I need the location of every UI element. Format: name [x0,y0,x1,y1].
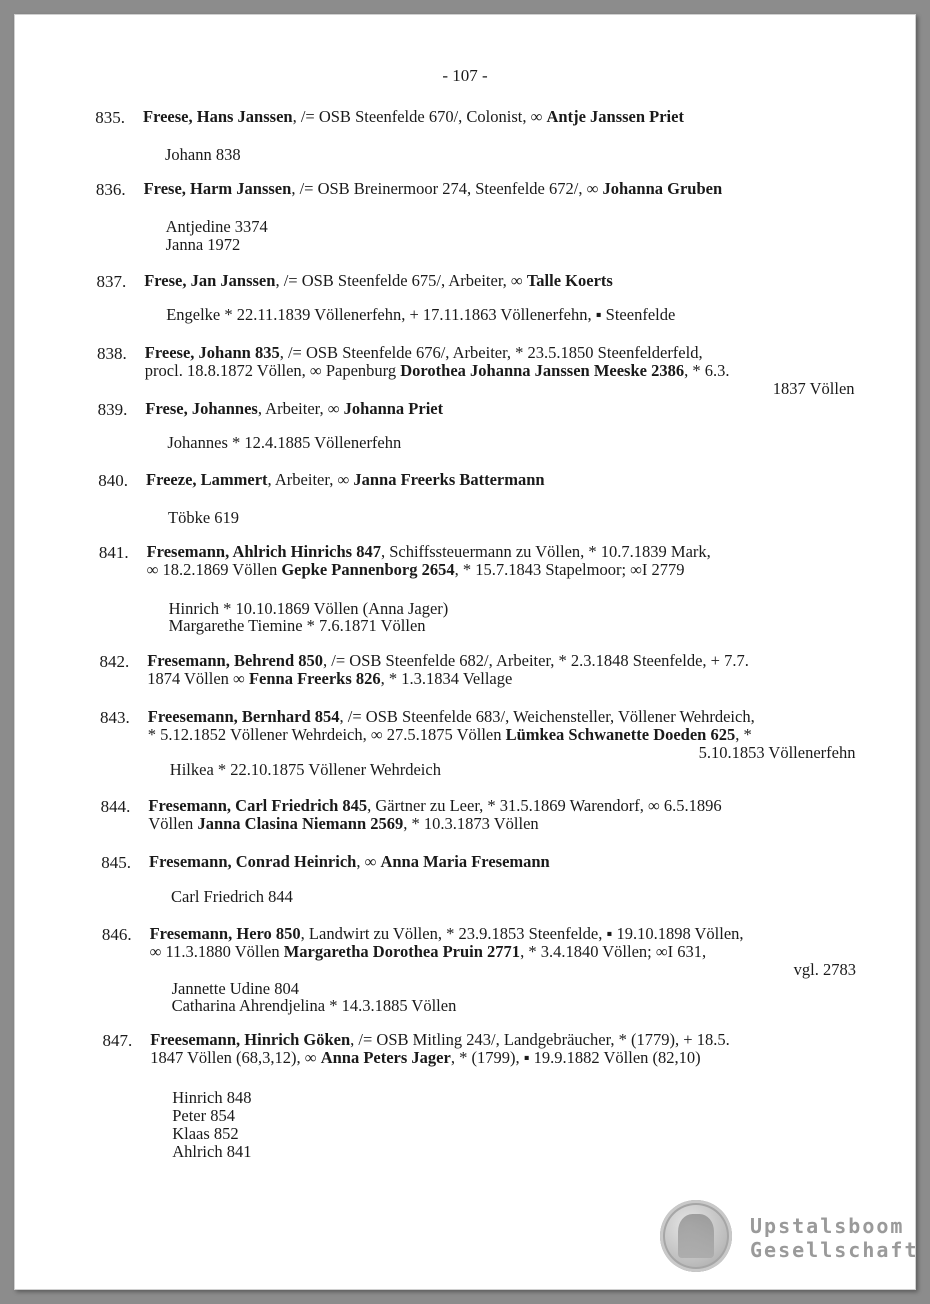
entry-text-line [146,471,545,489]
entry-text: Völlen [148,814,198,833]
entry-text: , Gärtner zu Leer, * 31.5.1869 Warendorf, ∞ 6.5.1896 [367,796,722,815]
person-name: Frese, Jan Janssen [144,271,276,290]
child-entry: Johann 838 [165,145,241,164]
entry-text: , /= OSB Steenfelde 683/, Weichensteller, Völlener Wehrdeich, [339,707,755,726]
entry-text: , ∞ [356,852,381,871]
entry-number: 845. [101,853,131,872]
entry-number: 840. [98,471,128,490]
entry-text: , * 6.3. [684,361,730,380]
entry-text-line [794,961,856,979]
entry-text: , /= OSB Steenfelde 670/, Colonist, ∞ [292,107,547,126]
person-name: Frese, Johannes [145,399,258,418]
entry-text: , Arbeiter, ∞ [257,399,344,418]
entry-number: 842. [99,652,130,671]
page-number: - 107 - [442,66,488,85]
entry-text: 1837 Völlen [772,379,855,398]
child-entry: Janna 1972 [165,235,241,254]
person-name: Johanna Gruben [602,179,723,198]
entry-text-line [150,1049,700,1067]
entry-number: 838. [97,344,127,363]
person-name: Janna Clasina Niemann 2569 [197,814,404,833]
person-name: Gepke Pannenborg 2654 [281,560,455,579]
entry-text-line [147,543,711,561]
person-name: Fresemann, Carl Friedrich 845 [148,796,368,815]
person-name: Freese, Hans Janssen [143,107,293,126]
person-name: Freeze, Lammert [146,470,268,489]
entry-number: 841. [98,543,129,562]
entry-text-line [147,670,512,688]
entry-text-line [150,925,744,943]
entry-text-line [150,1031,730,1049]
entry-number: 847. [102,1031,133,1050]
seal-icon [660,1200,732,1272]
entry-text-line [148,797,721,815]
entry-number: 836. [95,180,126,199]
entry-number: 835. [95,108,125,127]
entry-text-line [145,362,730,380]
person-name: Fresemann, Ahlrich Hinrichs 847 [146,542,381,561]
entry-text: , * 1.3.1834 Vellage [380,669,513,688]
entry-number: 843. [100,708,130,727]
person-name: Freese, Johann 835 [144,343,280,362]
entry-text-line [699,744,856,762]
child-entry: Töbke 619 [168,508,240,527]
person-name: Fenna Freerks 826 [248,669,381,688]
person-name: Anna Peters Jager [320,1048,451,1067]
entry-text-line [144,180,723,198]
logo-line-1: Upstalsboom [750,1214,905,1238]
entry-text: * 5.12.1852 Völlener Wehrdeich, ∞ 27.5.1875 Völlen [147,725,506,744]
entry-text-line [150,943,707,961]
person-name: Lümkea Schwanette Doeden 625 [505,725,736,744]
entry-text: 5.10.1853 Völlenerfehn [698,743,856,762]
person-name: Johanna Priet [343,399,444,418]
entry-number: 846. [101,925,132,944]
entry-text: , /= OSB Breinermoor 274, Steenfelde 672/, ∞ [291,179,603,198]
entry-text: ∞ 11.3.1880 Völlen [149,942,284,961]
society-logo [658,1198,919,1278]
entry-text-line [145,344,703,362]
entry-text: , Arbeiter, ∞ [267,470,354,489]
child-entry: Catharina Ahrendjelina * 14.3.1885 Völlen [171,996,457,1015]
person-name: Freesemann, Hinrich Göken [150,1030,351,1049]
entry-text: , Landwirt zu Völlen, * 23.9.1853 Steenfelde, ▪ 19.10.1898 Völlen, [300,924,744,943]
entry-text: 1874 Völlen ∞ [147,669,249,688]
entry-text: , * (1799), ▪ 19.9.1882 Völlen (82,10) [450,1048,701,1067]
entry-text: , * [735,725,752,744]
child-entry: Hinrich * 10.10.1869 Völlen (Anna Jager) [168,599,449,618]
child-entry: Hinrich 848 [172,1088,252,1107]
child-entry: Engelke * 22.11.1839 Völlenerfehn, + 17.11.1863 Völlenerfehn, ▪ Steenfelde [166,305,676,324]
entry-text-line [773,380,855,398]
entry-text: vgl. 2783 [793,960,856,979]
entry-number: 844. [100,797,131,816]
entry-text: , /= OSB Steenfelde 676/, Arbeiter, * 23.5.1850 Steenfelderfeld, [279,343,703,362]
entry-text: , /= OSB Mitling 243/, Landgebräucher, * (1779), + 18.5. [350,1030,730,1049]
person-name: Freesemann, Bernhard 854 [147,707,340,726]
entry-text: , * 15.7.1843 Stapelmoor; ∞I 2779 [454,560,685,579]
person-name: Fresemann, Conrad Heinrich [149,852,357,871]
child-entry: Hilkea * 22.10.1875 Völlener Wehrdeich [169,760,441,779]
entry-text: , Schiffssteuermann zu Völlen, * 10.7.1839 Mark, [380,542,711,561]
entry-text-line [145,400,443,418]
entry-number: 837. [96,272,127,291]
person-name: Fresemann, Hero 850 [149,924,301,943]
entry-text: procl. 18.8.1872 Völlen, ∞ Papenburg [144,361,401,380]
person-name: Talle Koerts [526,271,613,290]
entry-number: 839. [97,400,128,419]
person-name: Dorothea Johanna Janssen Meeske 2386 [400,361,685,380]
child-entry: Klaas 852 [172,1124,239,1143]
entry-text: ∞ 18.2.1869 Völlen [146,560,282,579]
child-entry: Antjedine 3374 [165,217,268,236]
person-name: Anna Maria Fresemann [380,852,550,871]
person-name: Janna Freerks Battermann [353,470,545,489]
entry-text: , * 3.4.1840 Völlen; ∞I 631, [520,942,707,961]
child-entry: Johannes * 12.4.1885 Völlenerfehn [167,433,402,452]
entry-text-line [144,272,613,290]
entry-text-line [147,652,749,670]
child-entry: Margarethe Tiemine * 7.6.1871 Völlen [168,616,426,635]
child-entry: Peter 854 [172,1106,235,1125]
entry-text-line [147,561,685,579]
entry-text-line [148,815,538,833]
person-name: Antje Janssen Priet [546,107,684,126]
entry-text: 1847 Völlen (68,3,12), ∞ [150,1048,321,1067]
person-name: Margaretha Dorothea Pruin 2771 [283,942,521,961]
entry-text-line [143,108,684,126]
child-entry: Ahlrich 841 [172,1142,252,1161]
child-entry: Carl Friedrich 844 [171,887,293,906]
entry-text-line [149,853,550,871]
entry-text: , * 10.3.1873 Völlen [403,814,539,833]
person-name: Fresemann, Behrend 850 [147,651,324,670]
child-entry: Jannette Udine 804 [171,979,299,998]
entry-text: , /= OSB Steenfelde 682/, Arbeiter, * 2.3.1848 Steenfelde, + 7.7. [323,651,749,670]
entry-text-line [148,708,755,726]
logo-text [750,1214,919,1262]
entry-text: , /= OSB Steenfelde 675/, Arbeiter, ∞ [275,271,527,290]
logo-line-2: Gesellschaft [750,1238,919,1262]
person-name: Frese, Harm Janssen [143,179,292,198]
entry-text-line [148,726,752,744]
